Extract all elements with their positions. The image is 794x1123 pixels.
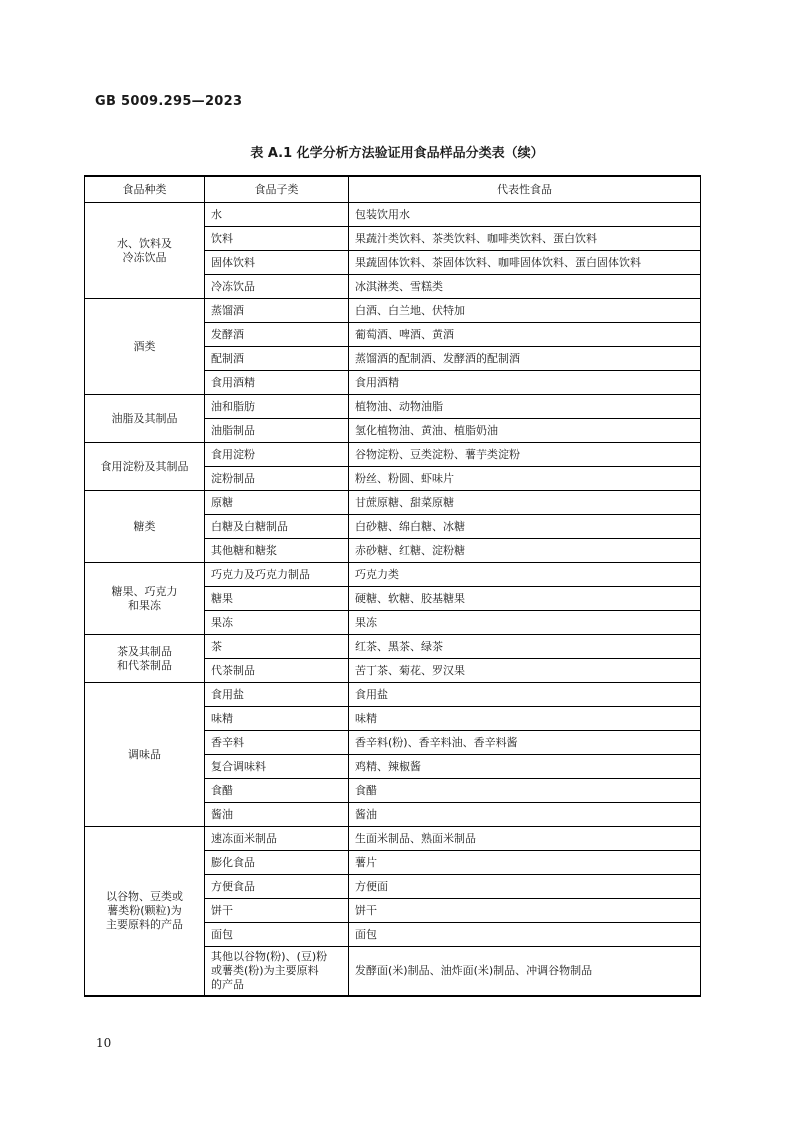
representative-food-cell: 味精 [349, 707, 701, 731]
subcategory-cell: 冷冻饮品 [205, 275, 349, 299]
subcategory-cell: 糖果 [205, 587, 349, 611]
page-number: 10 [96, 1036, 112, 1050]
header-subcategory: 食品子类 [205, 176, 349, 203]
subcategory-cell: 速冻面米制品 [205, 827, 349, 851]
representative-food-cell: 巧克力类 [349, 563, 701, 587]
representative-food-cell: 葡萄酒、啤酒、黄酒 [349, 323, 701, 347]
representative-food-cell: 红茶、黑茶、绿茶 [349, 635, 701, 659]
subcategory-cell: 茶 [205, 635, 349, 659]
subcategory-cell: 油脂制品 [205, 419, 349, 443]
category-cell: 食用淀粉及其制品 [85, 443, 205, 491]
table-row [85, 203, 701, 227]
subcategory-cell: 发酵酒 [205, 323, 349, 347]
table-row [85, 491, 701, 515]
representative-food-cell: 谷物淀粉、豆类淀粉、薯芋类淀粉 [349, 443, 701, 467]
subcategory-cell: 香辛料 [205, 731, 349, 755]
subcategory-cell: 面包 [205, 923, 349, 947]
standard-code: GB 5009.295—2023 [95, 94, 243, 109]
subcategory-cell: 白糖及白糖制品 [205, 515, 349, 539]
representative-food-cell: 白酒、白兰地、伏特加 [349, 299, 701, 323]
category-cell: 茶及其制品 和代茶制品 [85, 635, 205, 683]
representative-food-cell: 氢化植物油、黄油、植脂奶油 [349, 419, 701, 443]
subcategory-cell: 其他糖和糖浆 [205, 539, 349, 563]
table-row [85, 299, 701, 323]
subcategory-cell: 复合调味料 [205, 755, 349, 779]
subcategory-cell: 配制酒 [205, 347, 349, 371]
representative-food-cell: 硬糖、软糖、胶基糖果 [349, 587, 701, 611]
representative-food-cell: 果蔬汁类饮料、茶类饮料、咖啡类饮料、蛋白饮料 [349, 227, 701, 251]
sample-classification-table [84, 175, 701, 997]
subcategory-cell: 油和脂肪 [205, 395, 349, 419]
representative-food-cell: 食醋 [349, 779, 701, 803]
representative-food-cell: 发酵面(米)制品、油炸面(米)制品、冲调谷物制品 [349, 947, 701, 997]
table-row [85, 563, 701, 587]
representative-food-cell: 植物油、动物油脂 [349, 395, 701, 419]
subcategory-cell: 原糖 [205, 491, 349, 515]
subcategory-cell: 固体饮料 [205, 251, 349, 275]
representative-food-cell: 面包 [349, 923, 701, 947]
category-cell: 调味品 [85, 683, 205, 827]
category-cell: 油脂及其制品 [85, 395, 205, 443]
header-category: 食品种类 [85, 176, 205, 203]
representative-food-cell: 甘蔗原糖、甜菜原糖 [349, 491, 701, 515]
category-cell: 以谷物、豆类或 薯类粉(颗粒)为 主要原料的产品 [85, 827, 205, 997]
subcategory-cell: 其他以谷物(粉)、(豆)粉 或薯类(粉)为主要原料 的产品 [205, 947, 349, 997]
subcategory-cell: 巧克力及巧克力制品 [205, 563, 349, 587]
subcategory-cell: 食用盐 [205, 683, 349, 707]
representative-food-cell: 赤砂糖、红糖、淀粉糖 [349, 539, 701, 563]
table-row [85, 827, 701, 851]
representative-food-cell: 果蔬固体饮料、茶固体饮料、咖啡固体饮料、蛋白固体饮料 [349, 251, 701, 275]
representative-food-cell: 鸡精、辣椒酱 [349, 755, 701, 779]
subcategory-cell: 果冻 [205, 611, 349, 635]
representative-food-cell: 食用盐 [349, 683, 701, 707]
representative-food-cell: 粉丝、粉圆、虾味片 [349, 467, 701, 491]
subcategory-cell: 水 [205, 203, 349, 227]
subcategory-cell: 膨化食品 [205, 851, 349, 875]
subcategory-cell: 食醋 [205, 779, 349, 803]
subcategory-cell: 酱油 [205, 803, 349, 827]
subcategory-cell: 方便食品 [205, 875, 349, 899]
category-cell: 酒类 [85, 299, 205, 395]
subcategory-cell: 食用酒精 [205, 371, 349, 395]
subcategory-cell: 食用淀粉 [205, 443, 349, 467]
representative-food-cell: 果冻 [349, 611, 701, 635]
category-cell: 糖果、巧克力 和果冻 [85, 563, 205, 635]
category-cell: 水、饮料及 冷冻饮品 [85, 203, 205, 299]
representative-food-cell: 饼干 [349, 899, 701, 923]
representative-food-cell: 包装饮用水 [349, 203, 701, 227]
table-row [85, 395, 701, 419]
table-title: 表 A.1 化学分析方法验证用食品样品分类表（续） [250, 146, 544, 161]
subcategory-cell: 代茶制品 [205, 659, 349, 683]
subcategory-cell: 淀粉制品 [205, 467, 349, 491]
representative-food-cell: 苦丁茶、菊花、罗汉果 [349, 659, 701, 683]
representative-food-cell: 白砂糖、绵白糖、冰糖 [349, 515, 701, 539]
subcategory-cell: 饮料 [205, 227, 349, 251]
subcategory-cell: 饼干 [205, 899, 349, 923]
table-row [85, 635, 701, 659]
subcategory-cell: 蒸馏酒 [205, 299, 349, 323]
representative-food-cell: 食用酒精 [349, 371, 701, 395]
table-row [85, 443, 701, 467]
subcategory-cell: 味精 [205, 707, 349, 731]
representative-food-cell: 方便面 [349, 875, 701, 899]
table-row [85, 683, 701, 707]
representative-food-cell: 蒸馏酒的配制酒、发酵酒的配制酒 [349, 347, 701, 371]
representative-food-cell: 生面米制品、熟面米制品 [349, 827, 701, 851]
category-cell: 糖类 [85, 491, 205, 563]
representative-food-cell: 薯片 [349, 851, 701, 875]
representative-food-cell: 香辛料(粉)、香辛料油、香辛料酱 [349, 731, 701, 755]
table-header-row [85, 176, 701, 203]
representative-food-cell: 酱油 [349, 803, 701, 827]
representative-food-cell: 冰淇淋类、雪糕类 [349, 275, 701, 299]
header-representative: 代表性食品 [349, 176, 701, 203]
